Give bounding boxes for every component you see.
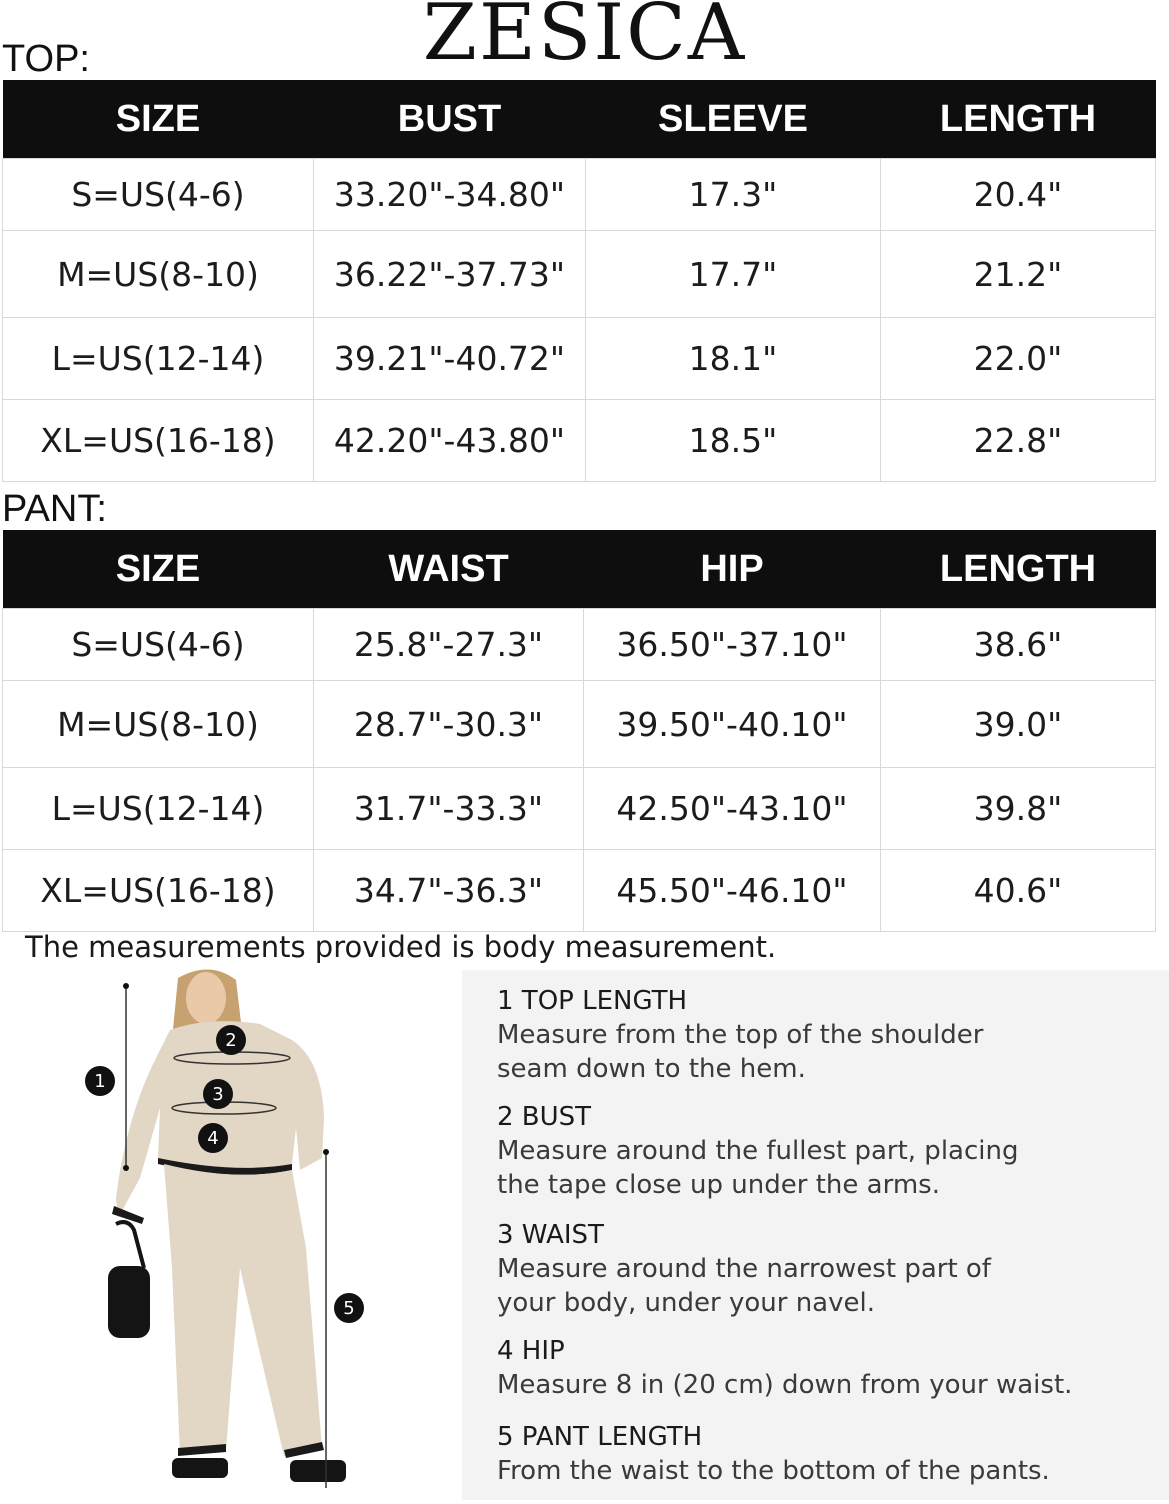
measurement-note: The measurements provided is body measurement. <box>25 930 777 964</box>
length-cell: 22.0" <box>881 318 1156 400</box>
shoe-shape <box>290 1460 346 1482</box>
waist-cell: 34.7"-36.3" <box>314 850 584 932</box>
bust-cell: 42.20"-43.80" <box>314 400 586 482</box>
guide-title: 4 HIP <box>497 1336 565 1366</box>
length-cell: 20.4" <box>881 159 1156 231</box>
table-row <box>3 850 1156 932</box>
waist-cell: 31.7"-33.3" <box>314 768 584 850</box>
handbag-shape <box>108 1266 150 1338</box>
sleeve-cell: 18.5" <box>586 400 881 482</box>
pant-section-label: PANT: <box>2 488 107 530</box>
pant-header-length: LENGTH <box>881 530 1156 609</box>
marker-4-icon <box>198 1123 228 1153</box>
hip-cell: 39.50"-40.10" <box>584 681 881 768</box>
bust-cell: 36.22"-37.73" <box>314 231 586 318</box>
guide-title: 3 WAIST <box>497 1220 604 1250</box>
sleeve-cell: 17.7" <box>586 231 881 318</box>
marker-5-icon <box>334 1293 364 1323</box>
size-cell: L=US(12-14) <box>3 768 314 850</box>
guide-title: 1 TOP LENGTH <box>497 986 688 1016</box>
svg-text:1: 1 <box>94 1071 106 1092</box>
face-shape <box>186 972 226 1024</box>
length-cell: 38.6" <box>881 609 1156 681</box>
size-cell: XL=US(16-18) <box>3 400 314 482</box>
waist-cell: 28.7"-30.3" <box>314 681 584 768</box>
top-size-table <box>2 80 1156 482</box>
sleeve-cell: 17.3" <box>586 159 881 231</box>
guide-desc: Measure from the top of the shoulder <box>497 1020 984 1050</box>
guide-item-top-length <box>497 984 1137 1086</box>
shoe-shape <box>172 1458 228 1478</box>
sleeve-cell: 18.1" <box>586 318 881 400</box>
marker-3-icon <box>203 1079 233 1109</box>
measurement-guide-panel <box>462 970 1169 1500</box>
guide-dot <box>323 1149 329 1155</box>
marker-2-icon <box>216 1025 246 1055</box>
guide-item-waist <box>497 1218 1137 1320</box>
bag-strap <box>116 1222 144 1268</box>
svg-text:5: 5 <box>343 1298 355 1319</box>
guide-item-pant-length <box>497 1420 1137 1488</box>
top-header-length: LENGTH <box>881 80 1156 159</box>
guide-desc: Measure around the narrowest part of <box>497 1254 991 1284</box>
model-figure <box>60 968 400 1500</box>
hip-cell: 42.50"-43.10" <box>584 768 881 850</box>
pant-header-hip: HIP <box>584 530 881 609</box>
length-cell: 22.8" <box>881 400 1156 482</box>
table-row <box>3 231 1156 318</box>
guide-title: 5 PANT LENGTH <box>497 1422 703 1452</box>
guide-desc: Measure 8 in (20 cm) down from your waist. <box>497 1370 1073 1400</box>
guide-desc: your body, under your navel. <box>497 1288 875 1318</box>
waist-cell: 25.8"-27.3" <box>314 609 584 681</box>
size-cell: M=US(8-10) <box>3 231 314 318</box>
length-cell: 39.8" <box>881 768 1156 850</box>
length-cell: 40.6" <box>881 850 1156 932</box>
top-header-row <box>3 80 1156 159</box>
table-row <box>3 159 1156 231</box>
table-row <box>3 768 1156 850</box>
guide-dot <box>123 983 129 989</box>
pant-header-row <box>3 530 1156 609</box>
pants-garment <box>164 1164 322 1456</box>
guide-desc: the tape close up under the arms. <box>497 1170 940 1200</box>
pant-header-waist: WAIST <box>314 530 584 609</box>
size-cell: S=US(4-6) <box>3 609 314 681</box>
pant-header-size: SIZE <box>3 530 314 609</box>
marker-1-icon <box>85 1066 115 1096</box>
svg-text:3: 3 <box>212 1084 224 1105</box>
top-section-label: TOP: <box>2 38 90 80</box>
hip-cell: 36.50"-37.10" <box>584 609 881 681</box>
guide-title: 2 BUST <box>497 1102 592 1132</box>
guide-desc: seam down to the hem. <box>497 1054 806 1084</box>
table-row <box>3 400 1156 482</box>
length-cell: 21.2" <box>881 231 1156 318</box>
table-row <box>3 609 1156 681</box>
guide-dot <box>123 1165 129 1171</box>
table-row <box>3 318 1156 400</box>
guide-desc: Measure around the fullest part, placing <box>497 1136 1019 1166</box>
length-cell: 39.0" <box>881 681 1156 768</box>
top-header-sleeve: SLEEVE <box>586 80 881 159</box>
bust-cell: 33.20"-34.80" <box>314 159 586 231</box>
pant-size-table <box>2 530 1156 932</box>
guide-item-bust <box>497 1100 1137 1202</box>
top-header-size: SIZE <box>3 80 314 159</box>
size-cell: S=US(4-6) <box>3 159 314 231</box>
model-illustration <box>60 968 400 1500</box>
size-cell: L=US(12-14) <box>3 318 314 400</box>
table-row <box>3 681 1156 768</box>
svg-text:2: 2 <box>225 1030 237 1051</box>
brand-logo: ZESICA <box>422 0 747 78</box>
guide-desc: From the waist to the bottom of the pants. <box>497 1456 1050 1486</box>
top-header-bust: BUST <box>314 80 586 159</box>
size-cell: M=US(8-10) <box>3 681 314 768</box>
hip-cell: 45.50"-46.10" <box>584 850 881 932</box>
size-cell: XL=US(16-18) <box>3 850 314 932</box>
guide-item-hip <box>497 1334 1137 1402</box>
svg-text:4: 4 <box>207 1128 219 1149</box>
bust-cell: 39.21"-40.72" <box>314 318 586 400</box>
